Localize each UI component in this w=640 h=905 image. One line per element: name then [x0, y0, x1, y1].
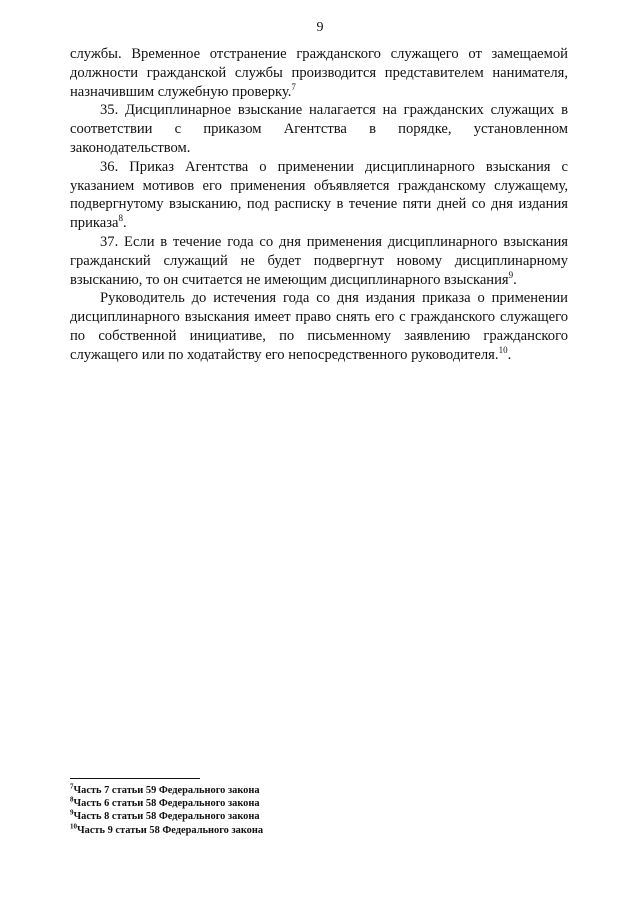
footnote-text: Часть 7 статьи 59 Федерального закона — [73, 785, 260, 796]
footnote-number: 7 — [70, 782, 74, 791]
footnote-number: 10 — [70, 822, 77, 831]
paragraph-item-35 — [70, 101, 568, 157]
footnote-number: 9 — [70, 808, 74, 817]
footnote-reference: 9 — [508, 269, 514, 280]
footnotes — [70, 784, 470, 837]
footnote-divider — [70, 778, 200, 779]
paragraph-trailing: . — [507, 346, 512, 363]
footnote-10 — [70, 824, 470, 837]
paragraph-continuation — [70, 45, 568, 101]
page-number: 9 — [316, 20, 324, 35]
footnote-reference: 8 — [118, 213, 124, 224]
footnote-8 — [70, 797, 470, 810]
footnote-number: 8 — [70, 795, 74, 804]
paragraph-head-rights — [70, 289, 568, 364]
footnote-text: Часть 6 статьи 58 Федерального закона — [73, 798, 260, 810]
paragraph-item-36 — [70, 158, 568, 233]
footnote-9 — [70, 810, 470, 823]
paragraph-text: 36. Приказ Агентства о применении дисциплинарного взыскания с указанием мотивов его применения объявляется гражданскому служащему, подвергнутому взысканию, под расписку в течение пяти дней со дня издания приказа — [70, 158, 568, 232]
paragraph-trailing: . — [123, 215, 127, 232]
paragraph-text: 35. Дисциплинарное взыскание налагается на гражданских служащих в соответствии с приказом Агентства в порядке, установленном законодательством. — [70, 102, 568, 156]
footnote-text: Часть 9 статьи 58 Федерального закона — [77, 824, 264, 836]
paragraph-text: Руководитель до истечения года со дня издания приказа о применении дисциплинарного взыскания имеет право снять его с гражданского служащего по собственной инициативе, по письменному заявлению гражданского служащего или по ходатайству его непосредственного руководителя. — [70, 290, 568, 363]
footnote-reference: 7 — [291, 81, 296, 92]
paragraph-text: службы. Временное отстранение гражданского служащего от замещаемой должности гражданской службы производится представителем нанимателя, назначившим служебную проверку. — [70, 46, 568, 100]
paragraph-trailing: . — [513, 271, 517, 288]
footnote-text: Часть 8 статьи 58 Федерального закона — [73, 811, 260, 823]
paragraph-text: 37. Если в течение года со дня применения дисциплинарного взыскания гражданский служащий не будет подвергнут новому дисциплинарному взысканию, то он считается не имеющим дисциплинарного взыскания — [70, 233, 568, 288]
footnote-reference: 10 — [498, 344, 508, 355]
body-text — [70, 45, 568, 365]
paragraph-item-37 — [70, 233, 568, 289]
footnote-7 — [70, 784, 470, 797]
